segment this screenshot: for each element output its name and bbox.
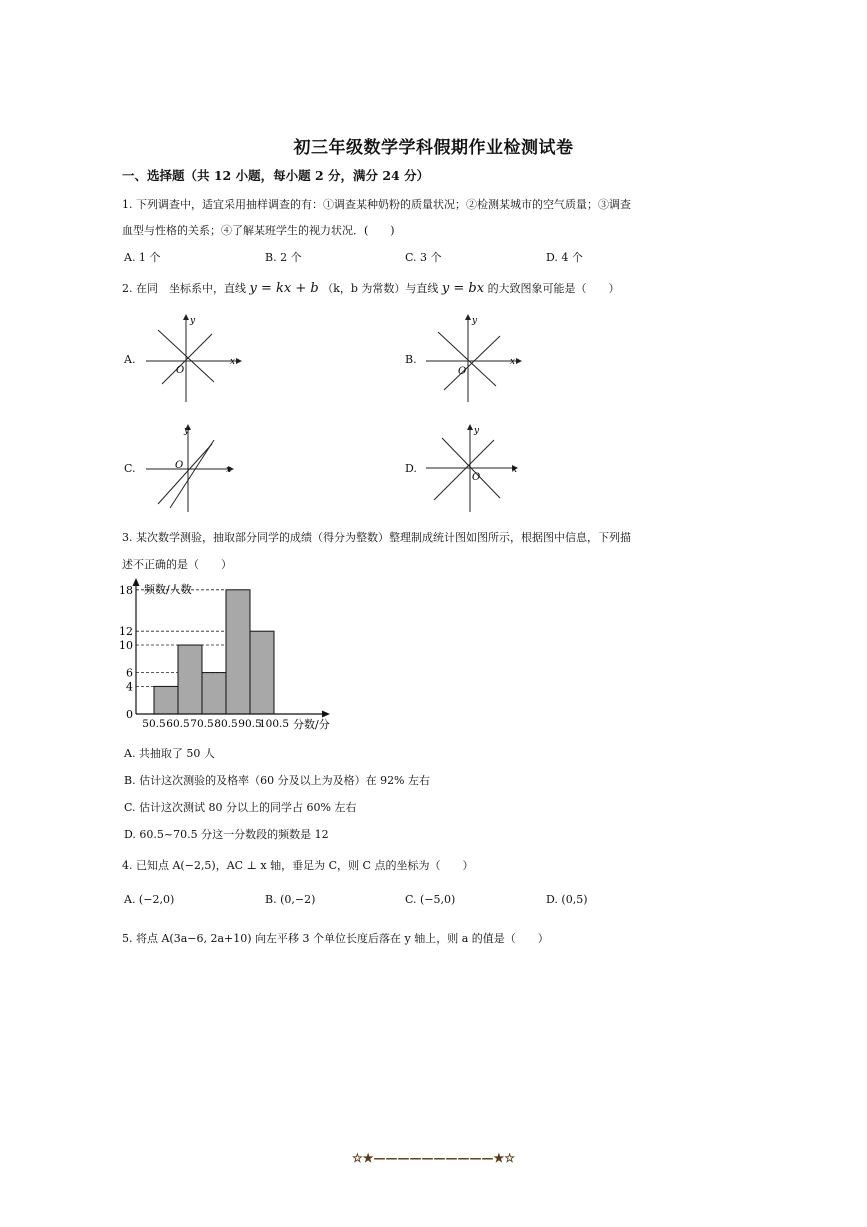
q4-option-b: B. (0,−2) — [265, 893, 316, 906]
q2-label-a: A. — [124, 353, 136, 366]
q2-graph-a-y-label: y — [190, 316, 196, 326]
histogram-bar — [178, 645, 202, 714]
q2-graph-b-x-label: x — [510, 357, 516, 367]
q4-option-a: A. (−2,0) — [124, 893, 175, 906]
histogram-xlabel: 分数/分 — [293, 718, 330, 730]
q2-graph-c-origin: O — [175, 460, 184, 471]
q4-option-c: C. (−5,0) — [405, 893, 456, 906]
q1-option-b: B. 2 个 — [265, 251, 302, 264]
q2-prefix: 2. 在同 坐标系中，直线 — [122, 282, 246, 295]
q2-graph-a-x-label: x — [230, 357, 236, 367]
histogram-y-tick: 6 — [126, 666, 133, 680]
q2-graph-c-y-label: y — [184, 426, 190, 436]
q2-text — [122, 280, 620, 296]
histogram-bar — [202, 673, 226, 714]
q4-text: 4. 已知点 A(−2,5)，AC ⊥ x 轴，垂足为 C，则 C 点的坐标为（ ） — [122, 859, 474, 872]
q2-suffix: 的大致图象可能是（ ） — [487, 282, 620, 295]
q2-label-d: D. — [405, 462, 417, 475]
histogram-ylabel: 频数/人数 — [144, 583, 192, 596]
q1-option-d: D. 4 个 — [546, 251, 583, 264]
q3-line2: 述不正确的是（ ） — [122, 558, 232, 571]
histogram-x-tick: 80.5 — [214, 718, 238, 730]
q2-graph-d-x-label: x — [512, 465, 518, 475]
histogram-bar — [154, 686, 178, 714]
q2-graph-d-origin: O — [472, 472, 481, 483]
q1-line1: 1. 下列调查中，适宜采用抽样调查的有：①调查某种奶粉的质量状况；②检测某城市的空气质量；③调查 — [122, 198, 631, 211]
page-title: 初三年级数学学科假期作业检测试卷 — [293, 138, 574, 158]
q2-graph-b-y-label: y — [472, 316, 478, 326]
q3-option-a: A. 共抽取了 50 人 — [124, 747, 215, 760]
q3-option-b: B. 估计这次测验的及格率（60 分及以上为及格）在 92% 左右 — [124, 774, 431, 787]
q2-graph-a-origin: O — [176, 365, 185, 376]
q2-graph-b-origin: O — [458, 366, 467, 377]
q5-text: 5. 将点 A(3a−6, 2a+10) 向左平移 3 个单位长度后落在 y 轴上，则 a 的值是（ ） — [122, 932, 549, 945]
q4-option-d: D. (0,5) — [546, 893, 588, 906]
histogram-y-tick: 4 — [126, 680, 133, 694]
histogram-bar — [250, 631, 274, 714]
q2-graph-a — [140, 312, 250, 404]
page-footer: ☆★——————————★☆ — [351, 1151, 516, 1165]
histogram-y-tick: 0 — [126, 708, 133, 721]
q2-graph-d — [420, 422, 530, 514]
q2-graph-d-y-label: y — [474, 426, 480, 436]
q2-graph-b — [420, 312, 530, 404]
histogram-y-tick: 18 — [119, 583, 133, 597]
q2-graph-c — [140, 422, 250, 514]
histogram-x-tick: 90.5 — [238, 718, 262, 730]
histogram-y-tick: 10 — [119, 639, 133, 652]
histogram-y-tick: 12 — [119, 625, 133, 639]
q2-label-b: B. — [405, 353, 417, 366]
q3-histogram — [118, 578, 348, 730]
q2-label-c: C. — [124, 462, 136, 475]
section-heading: 一、选择题（共 12 小题，每小题 2 分，满分 24 分） — [122, 168, 430, 183]
q3-line1: 3. 某次数学测验，抽取部分同学的成绩（得分为整数）整理制成统计图如图所示，根据图中信息，下列描 — [122, 531, 631, 544]
q1-option-a: A. 1 个 — [124, 251, 161, 264]
q3-option-d: D. 60.5~70.5 分这一分数段的频数是 12 — [124, 828, 329, 841]
q2-equation-2: y = bx — [441, 281, 485, 296]
q1-option-c: C. 3 个 — [405, 251, 442, 264]
histogram-x-tick: 70.5 — [190, 718, 214, 730]
q2-mid: （k，b 为常数）与直线 — [322, 282, 439, 295]
q2-graph-c-x-label: x — [226, 465, 232, 475]
histogram-bar — [226, 590, 250, 714]
q3-option-c: C. 估计这次测试 80 分以上的同学占 60% 左右 — [124, 801, 357, 814]
q2-equation-1: y = kx + b — [249, 281, 319, 296]
q1-line2: 血型与性格的关系；④了解某班学生的视力状况．( ) — [122, 224, 395, 237]
histogram-x-tick: 100.5 — [258, 718, 290, 730]
histogram-x-tick: 50.5 — [142, 718, 166, 730]
histogram-x-tick: 60.5 — [166, 718, 190, 730]
